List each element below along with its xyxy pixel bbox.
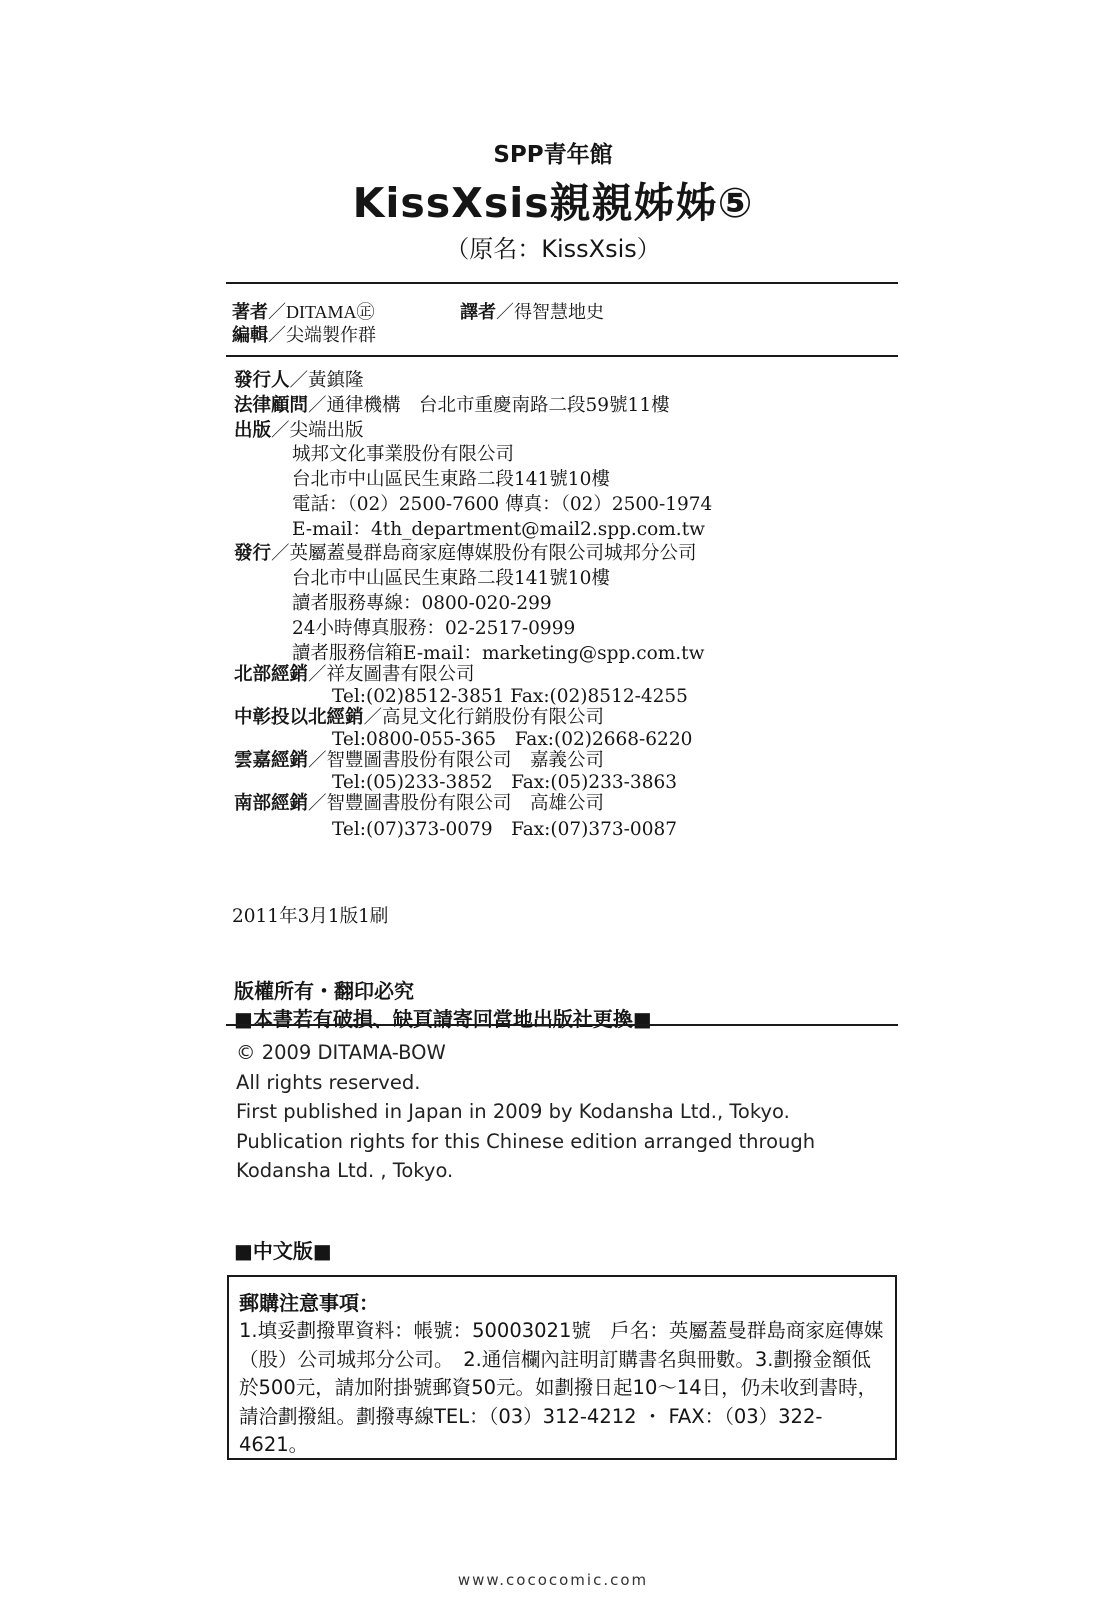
book-title: KissXsis親親姊姊⑤ xyxy=(352,179,754,227)
damage-notice: ■本書若有破損、缺頁請寄回當地出版社更換■ xyxy=(234,1007,652,1031)
dealer-chiayi xyxy=(234,749,604,773)
copyright-line: Kodansha Ltd. , Tokyo. xyxy=(236,1159,454,1182)
dealer-contact: Tel:0800-055-365 Fax:(02)2668-6220 xyxy=(332,729,693,750)
copyright-line: Publication rights for this Chinese edition arranged through xyxy=(236,1130,816,1153)
publisher-person-label: 發行人 xyxy=(234,370,290,391)
copyright-line: © 2009 DITAMA-BOW xyxy=(236,1041,446,1064)
rights-reserved: 版權所有・翻印必究 xyxy=(234,979,414,1003)
legal-value: ／通律機構 台北市重慶南路二段59號11樓 xyxy=(308,395,670,416)
distrib-label: 發行 xyxy=(234,543,272,564)
editor-name: ／尖端製作群 xyxy=(268,325,376,346)
distributor xyxy=(234,542,697,566)
publish-line: E-mail：4th_department@mail2.spp.com.tw xyxy=(292,519,705,540)
publish-line: 電話：（02）2500-7600 傳真：（02）2500-1974 xyxy=(292,494,713,515)
distrib-line: 讀者服務信箱E-mail：marketing@spp.com.tw xyxy=(292,643,705,664)
dealer-south xyxy=(234,792,604,816)
distrib-value: ／英屬蓋曼群島商家庭傳媒股份有限公司城邦分公司 xyxy=(271,543,697,564)
dealer-label: 中彰投以北經銷 xyxy=(234,707,364,728)
divider-credits xyxy=(226,355,898,357)
divider-top xyxy=(226,282,898,284)
publish-line: 城邦文化事業股份有限公司 xyxy=(292,444,515,465)
legal-label: 法律顧問 xyxy=(234,395,309,416)
footer-url: www.cococomic.com xyxy=(457,1571,649,1589)
dealer-name: ／智豐圖書股份有限公司 嘉義公司 xyxy=(308,750,605,771)
publisher xyxy=(234,419,364,443)
mail-order-heading: 郵購注意事項： xyxy=(239,1291,379,1315)
legal-advisor xyxy=(234,394,670,418)
publisher-person-value: ／黃鎮隆 xyxy=(289,370,364,391)
author-label: 著者 xyxy=(232,302,268,323)
editor-label: 編輯 xyxy=(232,325,268,346)
dealer-north xyxy=(234,663,475,687)
translator-credit xyxy=(460,298,604,324)
translator-name: ／得智慧地史 xyxy=(496,302,604,323)
copyright-line: First published in Japan in 2009 by Kodansha Ltd., Tokyo. xyxy=(236,1100,790,1123)
series-label: SPP青年館 xyxy=(493,142,613,168)
editor-credit xyxy=(232,321,376,347)
dealer-label: 雲嘉經銷 xyxy=(234,750,309,771)
dealer-central xyxy=(234,706,604,730)
distrib-line: 24小時傳真服務：02-2517-0999 xyxy=(292,618,576,639)
dealer-name: ／高見文化行銷股份有限公司 xyxy=(363,707,605,728)
edition-label: ■中文版■ xyxy=(234,1239,332,1263)
mail-order-box xyxy=(227,1275,897,1460)
print-date: 2011年3月1版1刷 xyxy=(232,906,389,927)
dealer-name: ／智豐圖書股份有限公司 高雄公司 xyxy=(308,793,605,814)
publish-label: 出版 xyxy=(234,420,272,441)
dealer-contact: Tel:(02)8512-3851 Fax:(02)8512-4255 xyxy=(332,686,688,707)
translator-label: 譯者 xyxy=(460,302,496,323)
publisher-person xyxy=(234,369,364,393)
dealer-contact: Tel:(07)373-0079 Fax:(07)373-0087 xyxy=(332,819,678,840)
dealer-name: ／祥友圖書有限公司 xyxy=(308,664,475,685)
publish-value: ／尖端出版 xyxy=(271,420,364,441)
dealer-contact: Tel:(05)233-3852 Fax:(05)233-3863 xyxy=(332,772,678,793)
dealer-label: 北部經銷 xyxy=(234,664,309,685)
publish-line: 台北市中山區民生東路二段141號10樓 xyxy=(292,469,610,490)
original-title: （原名：KissXsis） xyxy=(445,235,661,263)
author-name: ／DITAMA㊣ xyxy=(268,302,375,322)
mail-order-body: 1.填妥劃撥單資料：帳號：50003021號 戶名：英屬蓋曼群島商家庭傳媒（股）公司城邦分公司。 2.通信欄內註明訂購書名與冊數。3.劃撥金額低於500元，請加附掛號郵資50元。如劃撥日起10～14日，仍未收到書時，請洽劃撥組。劃撥專線TEL：（03）312-4212 ・ FAX：（03）322-4621。 xyxy=(239,1319,884,1456)
divider-rights xyxy=(226,1024,898,1026)
distrib-line: 讀者服務專線：0800-020-299 xyxy=(292,593,552,614)
copyright-line: All rights reserved. xyxy=(236,1071,421,1094)
dealer-label: 南部經銷 xyxy=(234,793,309,814)
distrib-line: 台北市中山區民生東路二段141號10樓 xyxy=(292,568,610,589)
